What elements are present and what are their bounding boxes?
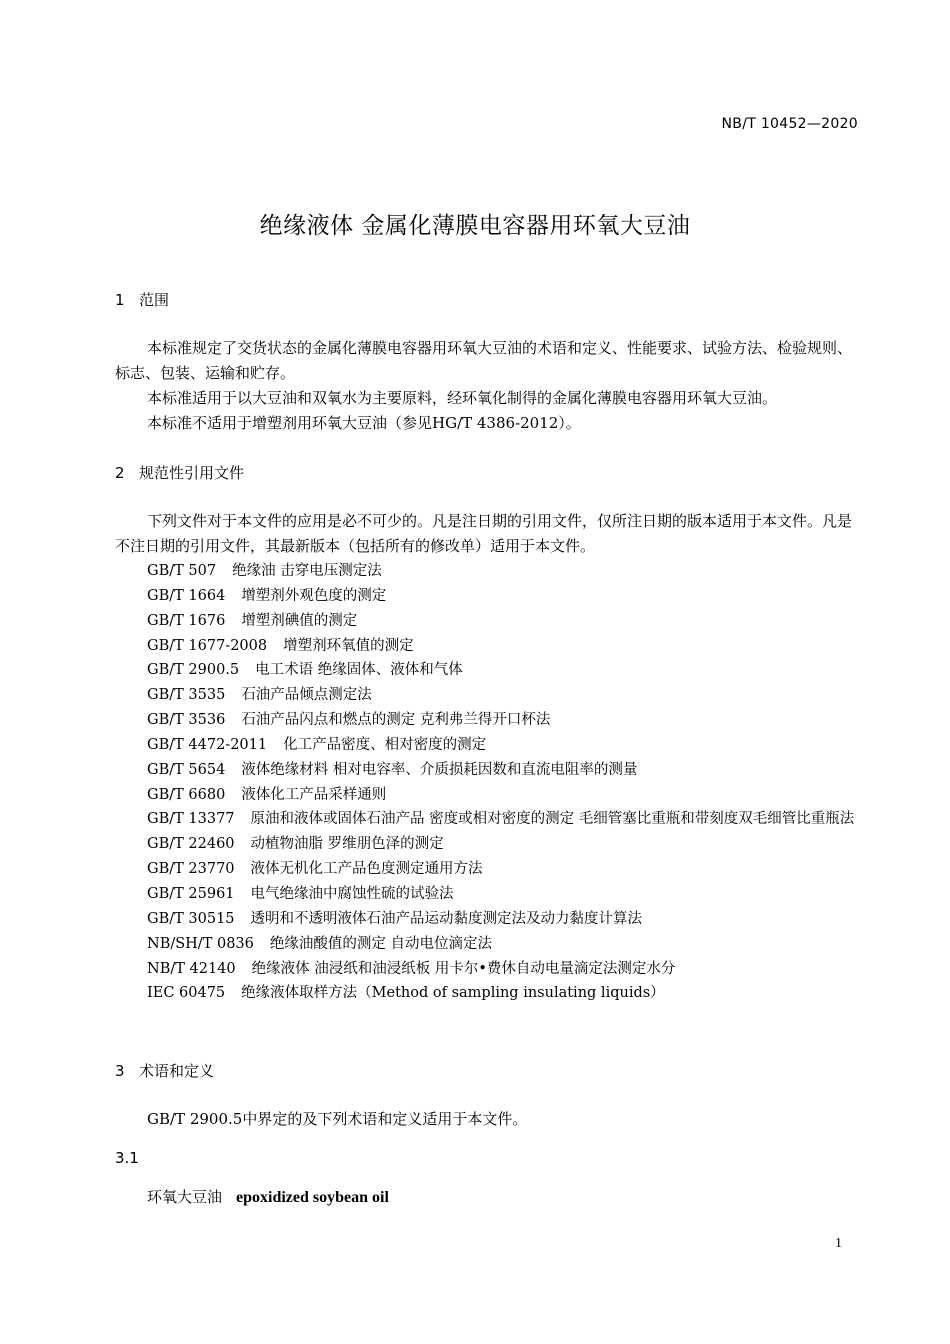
reference-title: 原油和液体或固体石油产品 密度或相对密度的测定 毛细管塞比重瓶和带刻度双毛细管比重瓶法	[250, 811, 855, 828]
reference-item	[115, 559, 860, 584]
reference-item	[115, 981, 860, 1006]
reference-code: IEC 60475	[147, 985, 226, 1002]
reference-title: 液体绝缘材料 相对电容率、介质损耗因数和直流电阻率的测量	[241, 761, 638, 778]
reference-title: 绝缘油酸值的测定 自动电位滴定法	[269, 935, 492, 952]
reference-item	[115, 783, 860, 808]
section-1-body	[115, 336, 860, 436]
reference-item	[115, 658, 860, 683]
paragraph: GB/T 2900.5中界定的及下列术语和定义适用于本文件。	[147, 1110, 528, 1128]
paragraph: 下列文件对于本文件的应用是必不可少的。凡是注日期的引用文件，仅所注日期的版本适用于本文件。凡是不注日期的引用文件，其最新版本（包括所有的修改单）适用于本文件。	[115, 512, 853, 555]
reference-title: 绝缘液体 油浸纸和油浸纸板 用卡尔•费休自动电量滴定法测定水分	[251, 960, 676, 977]
reference-code: GB/T 507	[147, 563, 217, 579]
reference-code: NB/SH/T 0836	[147, 935, 254, 952]
reference-item	[115, 634, 860, 659]
reference-item	[115, 733, 860, 758]
reference-title: 电气绝缘油中腐蚀性硫的试验法	[250, 885, 454, 902]
reference-item	[115, 957, 860, 982]
reference-title: 增塑剂碘值的测定	[241, 612, 358, 629]
reference-title: 石油产品闪点和燃点的测定 克利弗兰得开口杯法	[241, 712, 551, 729]
reference-title: 液体化工产品采样通则	[241, 786, 387, 803]
reference-title: 动植物油脂 罗维朋色泽的测定	[250, 836, 444, 853]
term-number: 3.1	[115, 1149, 139, 1167]
section-3-body	[115, 1107, 860, 1132]
document-title: 绝缘液体 金属化薄膜电容器用环氧大豆油	[259, 213, 691, 239]
reference-code: GB/T 30515	[147, 910, 235, 927]
section-number: 2	[115, 464, 125, 482]
reference-code: GB/T 2900.5	[147, 662, 240, 679]
reference-item	[115, 584, 860, 609]
section-1-heading	[115, 289, 169, 310]
reference-item	[115, 882, 860, 907]
reference-item	[115, 907, 860, 932]
reference-code: GB/T 1677-2008	[147, 637, 268, 654]
reference-title: 石油产品倾点测定法	[241, 687, 372, 704]
section-3-heading	[115, 1060, 214, 1081]
reference-code: GB/T 25961	[147, 885, 235, 902]
section-2-intro	[115, 509, 860, 559]
term-chinese: 环氧大豆油	[147, 1188, 223, 1206]
reference-title: 增塑剂环氧值的测定	[283, 637, 414, 654]
reference-item	[115, 758, 860, 783]
section-title: 范围	[139, 291, 170, 309]
reference-item	[115, 708, 860, 733]
reference-title: 绝缘液体取样方法（Method of sampling insulating liquids）	[241, 985, 665, 1002]
term-entry	[147, 1186, 389, 1207]
reference-title: 绝缘油 击穿电压测定法	[232, 563, 382, 579]
reference-item	[115, 832, 860, 857]
section-2-heading	[115, 462, 244, 483]
section-title: 术语和定义	[139, 1062, 215, 1080]
reference-code: GB/T 1676	[147, 612, 226, 629]
paragraph: 本标准规定了交货状态的金属化薄膜电容器用环氧大豆油的术语和定义、性能要求、试验方法、检验规则、标志、包装、运输和贮存。	[115, 339, 853, 382]
section-title: 规范性引用文件	[139, 464, 245, 482]
paragraph: 本标准适用于以大豆油和双氧水为主要原料，经环氧化制得的金属化薄膜电容器用环氧大豆油。	[147, 389, 778, 407]
section-number: 1	[115, 291, 125, 309]
reference-code: GB/T 13377	[147, 811, 235, 828]
reference-item	[115, 609, 860, 634]
reference-item	[115, 932, 860, 957]
reference-title: 增塑剂外观色度的测定	[241, 587, 387, 604]
reference-code: GB/T 6680	[147, 786, 226, 803]
section-number: 3	[115, 1062, 125, 1080]
reference-item	[115, 857, 860, 882]
reference-title: 化工产品密度、相对密度的测定	[283, 736, 487, 753]
reference-code: GB/T 22460	[147, 836, 235, 853]
reference-title: 电工术语 绝缘固体、液体和气体	[255, 662, 463, 679]
reference-item	[115, 683, 860, 708]
reference-code: GB/T 1664	[147, 587, 226, 604]
reference-item	[115, 807, 860, 832]
reference-code: GB/T 5654	[147, 761, 226, 778]
reference-code: GB/T 23770	[147, 861, 235, 878]
reference-code: GB/T 3535	[147, 687, 226, 704]
paragraph: 本标准不适用于增塑剂用环氧大豆油（参见HG/T 4386-2012）。	[147, 414, 581, 432]
page-number: 1	[835, 1236, 842, 1251]
normative-references-list	[115, 559, 860, 1006]
reference-title: 透明和不透明液体石油产品运动黏度测定法及动力黏度计算法	[250, 910, 643, 927]
reference-code: GB/T 3536	[147, 712, 226, 729]
term-english: epoxidized soybean oil	[236, 1189, 389, 1206]
reference-title: 液体无机化工产品色度测定通用方法	[250, 861, 483, 878]
reference-code: GB/T 4472-2011	[147, 736, 268, 753]
reference-code: NB/T 42140	[147, 960, 236, 977]
standard-number: NB/T 10452—2020	[721, 116, 858, 132]
